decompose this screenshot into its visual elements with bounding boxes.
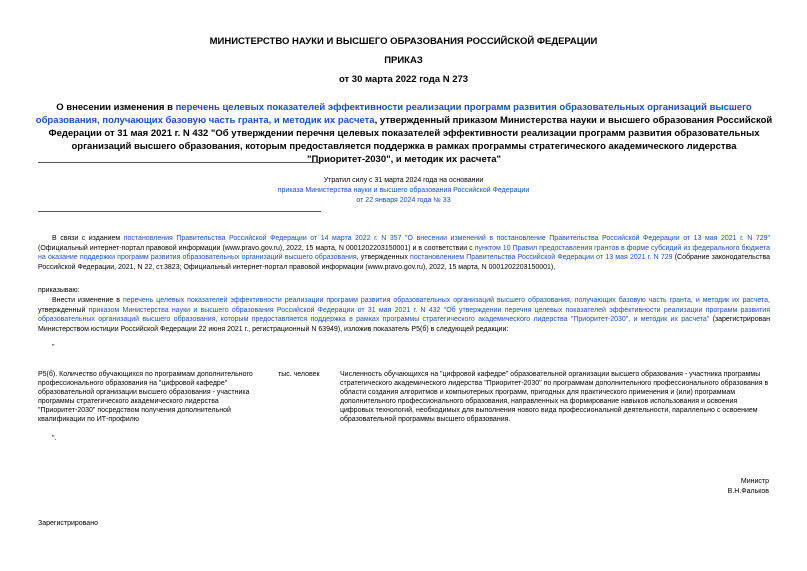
divider-bottom xyxy=(38,211,321,212)
order-link-order-432[interactable]: приказом Министерства науки и высшего образования Российской Федерации от 31 мая 2021 г. N 432 "Об утверждении перечня целевых показателей эффективности реализации программ развития образовательных организаций высшего образования, которым предоставляется поддержка в рамках программы стратегического академического лидерства "Приоритет-2030", и методик их расчета" xyxy=(38,306,770,323)
preamble-link-decree-729[interactable]: постановлением Правительства Российской Федерации от 13 мая 2021 г. N 729 xyxy=(410,254,673,261)
order-text-1: Внести изменение в xyxy=(52,297,123,304)
expiry-link-order[interactable]: приказа Министерства науки и высшего образования Российской Федерации xyxy=(277,187,530,194)
subject-link-list[interactable]: перечень целевых показателей эффективности реализации программ развития образовательных организаций высшего образования, получающих базовую часть гранта, и методик их расчета xyxy=(35,102,752,126)
order-paragraph xyxy=(38,296,770,334)
expiry-link-date[interactable]: от 22 января 2024 года № 33 xyxy=(356,197,451,204)
order-text-2: , утвержденный xyxy=(38,297,770,314)
signature-name: В.Н.Фальков xyxy=(727,488,769,495)
order-link-list[interactable]: перечень целевых показателей эффективности реализации программ развития образовательных организаций высшего образования, получающих базовую часть гранта, и методик их расчета xyxy=(123,297,769,304)
preamble-text-4: (Собрание законодательства Российской Федерации, 2021, N 22, ст.3823; Официальный интернет-портал правовой информации (www.pravo.gov.ru), 2022, 15 марта, N 0001202203150001), xyxy=(38,254,770,271)
doc-type-heading: ПРИКАЗ xyxy=(384,55,423,66)
preamble-text-1: В связи с изданием xyxy=(52,235,124,242)
expiry-line-1: Утратил силу с 31 марта 2024 года на основании xyxy=(323,177,484,184)
ministry-heading: МИНИСТЕРСТВО НАУКИ И ВЫСШЕГО ОБРАЗОВАНИЯ РОССИЙСКОЙ ФЕДЕРАЦИИ xyxy=(209,36,598,47)
preamble-link-decree-357[interactable]: постановления Правительства Российской Федерации от 14 марта 2022 г. N 357 "О внесении изменений в постановление Правительства Российской Федерации от 13 мая 2021 г. N 729" xyxy=(123,235,770,242)
divider-top xyxy=(38,162,321,163)
registered-label: Зарегистрировано xyxy=(38,520,98,527)
table-method-cell: Численность обучающихся на "цифровой кафедре" образовательной организации высшего образования - участника программы стратегического академического лидерства "Приоритет-2030" по программам дополнительного профессионального образования в области создания алгоритмов и компьютерных программ, пригодных для практического применения и (или) программам дополнительного профессионального образования, направленных на формирование навыков использования и освоения цифровых технологий, необходимых для выполнения нового вида профессиональной деятельности, параллельно с освоением образовательной программы высшего образования. xyxy=(340,371,769,423)
subject-text-1: О внесении изменения в xyxy=(56,102,176,113)
order-text-3: (зарегистрирован Министерством юстиции Российской Федерации 22 июня 2021 г., регистрационный N 63949), изложив показатель Р5(б) в следующей редакции: xyxy=(38,316,770,333)
table-unit-cell: тыс. человек xyxy=(278,371,320,378)
preamble-paragraph xyxy=(38,234,770,272)
quote-open: " xyxy=(52,344,55,351)
signature-title: Министр xyxy=(740,478,769,485)
preamble-text-3: , утвержденных xyxy=(356,254,411,261)
date-number-heading: от 30 марта 2022 года N 273 xyxy=(338,74,469,85)
table-indicator-cell: Р5(б). Количество обучающихся по программам дополнительного профессионального образования на "цифровой кафедре" образовательной организации высшего образования - участника программы стратегического академического лидерства "Приоритет-2030" посредством получения дополнительной квалификации по ИТ-профилю xyxy=(38,371,253,423)
preamble-link-rules-p10[interactable]: пунктом 10 Правил предоставления грантов в форме субсидий из федерального бюджета на оказание поддержки программ развития образовательных организаций высшего образования xyxy=(38,244,771,261)
document-subject xyxy=(34,101,774,166)
quote-close: ". xyxy=(52,435,57,442)
preamble-text-2: (Официальный интернет-портал правовой информации (www.pravo.gov.ru), 2022, 15 марта, N 0001202203150001) и в соответствии с xyxy=(38,244,475,252)
order-word: приказываю: xyxy=(38,287,80,294)
subject-text-2: , утвержденный приказом Министерства науки и высшего образования Российской Федерации от 31 мая 2021 г. N 432 "Об утверждении перечня целевых показателей эффективности реализации программ развития образовательных организаций высшего образования, которым предоставляется поддержка в рамках программы стратегического академического лидерства "Приоритет-2030", и методик их расчета" xyxy=(48,115,773,165)
